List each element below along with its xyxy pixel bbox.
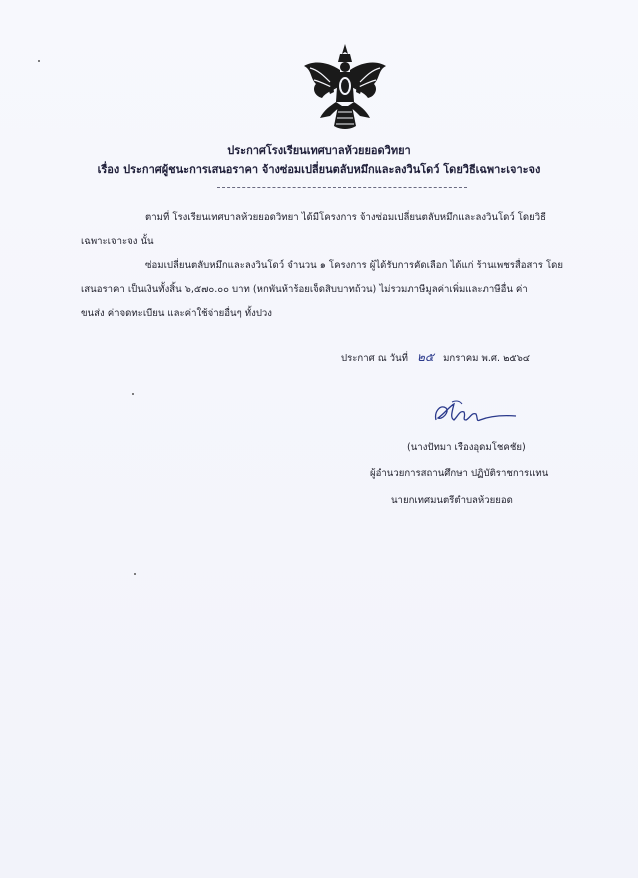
signatory-name: (นางปัทมา เรืองอุดมโชคชัย) xyxy=(407,442,526,453)
signatory-position: ผู้อำนวยการสถานศึกษา ปฏิบัติราชการแทน xyxy=(370,468,549,479)
scan-speck xyxy=(134,573,136,575)
handwritten-signature-icon xyxy=(430,398,520,428)
document-title: ประกาศโรงเรียนเทศบาลห้วยยอดวิทยา xyxy=(227,144,411,157)
paragraph-2-line-2: เสนอราคา เป็นเงินทั้งสิ้น ๖,๕๗๐.๐๐ บาท (หกพันห้าร้อยเจ็ดสิบบาทถ้วน) ไม่รวมภาษีมูลค่าเพิ่มและภาษีอื่น ค่า xyxy=(81,284,528,295)
date-prefix: ประกาศ ณ วันที่ xyxy=(341,353,408,364)
paragraph-2-line-3: ขนส่ง ค่าจดทะเบียน และค่าใช้จ่ายอื่นๆ ทั้งปวง xyxy=(81,308,272,319)
title-divider xyxy=(217,187,467,188)
paragraph-2-line-1: ซ่อมเปลี่ยนตลับหมึกและลงวินโดว์ จำนวน ๑ โครงการ ผู้ได้รับการคัดเลือก ได้แก่ ร้านเพชรสื่อสาร โดย xyxy=(145,260,563,271)
garuda-emblem-icon xyxy=(300,40,390,135)
date-day: ๒๕ xyxy=(417,350,435,364)
paragraph-1-line-2: เฉพาะเจาะจง นั้น xyxy=(81,236,154,247)
scan-speck xyxy=(38,60,40,62)
paragraph-1-line-1: ตามที่ โรงเรียนเทศบาลห้วยยอดวิทยา ได้มีโครงการ จ้างซ่อมเปลี่ยนตลับหมึกและลงวินโดว์ โดยวิธี xyxy=(145,212,547,223)
signatory-office: นายกเทศมนตรีตำบลห้วยยอด xyxy=(391,495,513,506)
date-month-year: มกราคม พ.ศ. ๒๕๖๔ xyxy=(443,353,531,364)
scan-speck xyxy=(132,393,134,395)
document-subject: เรื่อง ประกาศผู้ชนะการเสนอราคา จ้างซ่อมเปลี่ยนตลับหมึกและลงวินโดว์ โดยวิธีเฉพาะเจาะจง xyxy=(97,163,541,176)
date-line xyxy=(341,348,530,367)
